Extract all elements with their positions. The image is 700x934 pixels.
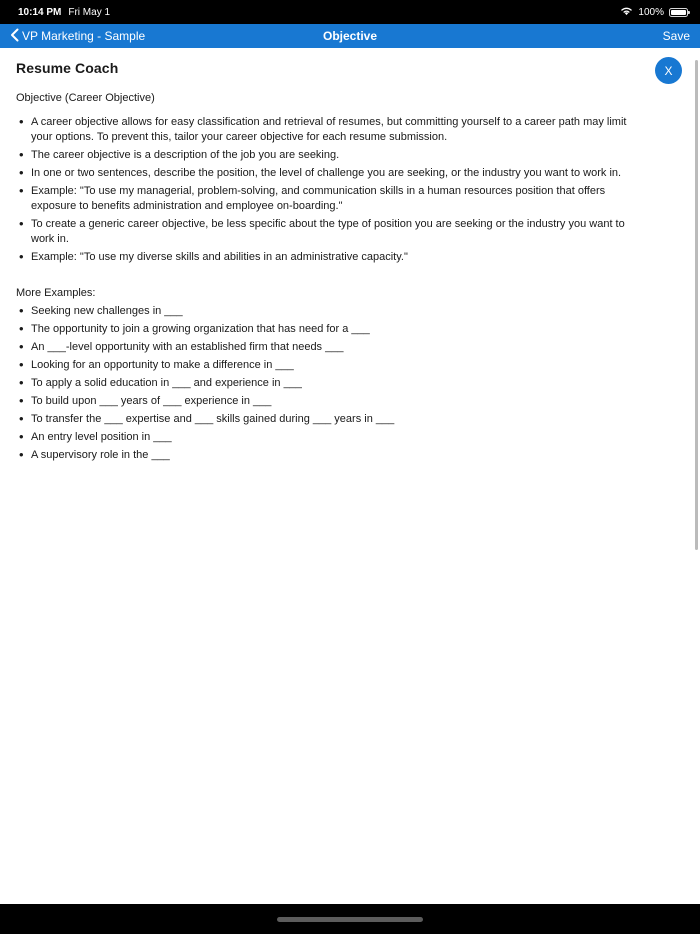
status-bar bbox=[0, 0, 700, 24]
list-item: • Example: "To use my managerial, problem-solving, and communication skills in a human resources position that offers exposure to benefits administration and employee on-boarding." bbox=[16, 184, 642, 214]
list-item: • The opportunity to join a growing organization that has need for a ___ bbox=[16, 322, 642, 337]
section-heading: Resume Coach bbox=[16, 60, 119, 76]
status-right bbox=[620, 6, 688, 19]
list-item: • The career objective is a description of the job you are seeking. bbox=[16, 148, 642, 163]
wifi-icon bbox=[620, 6, 633, 19]
list-item: • To create a generic career objective, be less specific about the type of position you are seeking or the industry you want to work in. bbox=[16, 217, 642, 247]
list-item: • Example: "To use my diverse skills and abilities in an administrative capacity." bbox=[16, 250, 642, 265]
home-indicator[interactable] bbox=[277, 917, 423, 922]
content-header bbox=[16, 60, 684, 76]
tips-list bbox=[16, 115, 684, 265]
list-item: • A supervisory role in the ___ bbox=[16, 448, 642, 463]
status-date: Fri May 1 bbox=[68, 6, 111, 18]
close-button[interactable]: X bbox=[655, 57, 682, 84]
list-item: • In one or two sentences, describe the position, the level of challenge you are seeking, or the industry you want to work in. bbox=[16, 166, 642, 181]
bottom-bar bbox=[0, 904, 700, 934]
status-time: 10:14 PM bbox=[18, 6, 62, 18]
battery-icon bbox=[669, 8, 688, 17]
scrollbar[interactable] bbox=[695, 60, 698, 550]
back-button-label: VP Marketing - Sample bbox=[22, 29, 146, 43]
list-item: • An ___-level opportunity with an established firm that needs ___ bbox=[16, 340, 642, 355]
objective-subtitle: Objective (Career Objective) bbox=[16, 92, 155, 104]
list-item: • To apply a solid education in ___ and experience in ___ bbox=[16, 376, 642, 391]
save-button[interactable]: Save bbox=[662, 29, 690, 43]
more-examples-label: More Examples: bbox=[16, 287, 96, 299]
chevron-left-icon bbox=[10, 28, 19, 45]
battery-percent: 100% bbox=[638, 6, 664, 18]
status-left bbox=[12, 7, 110, 18]
content-area bbox=[0, 48, 700, 904]
back-button[interactable] bbox=[10, 28, 145, 45]
nav-bar bbox=[0, 24, 700, 48]
list-item: • An entry level position in ___ bbox=[16, 430, 642, 445]
list-item: • Seeking new challenges in ___ bbox=[16, 304, 642, 319]
page-title: Objective bbox=[322, 29, 378, 43]
list-item: • To transfer the ___ expertise and ___ skills gained during ___ years in ___ bbox=[16, 412, 642, 427]
list-item: • A career objective allows for easy classification and retrieval of resumes, but committing yourself to a career path may limit your options. To prevent this, tailor your career objective for each resume submission. bbox=[16, 115, 642, 145]
list-item: • To build upon ___ years of ___ experience in ___ bbox=[16, 394, 642, 409]
list-item: • Looking for an opportunity to make a difference in ___ bbox=[16, 358, 642, 373]
examples-list bbox=[16, 304, 684, 463]
